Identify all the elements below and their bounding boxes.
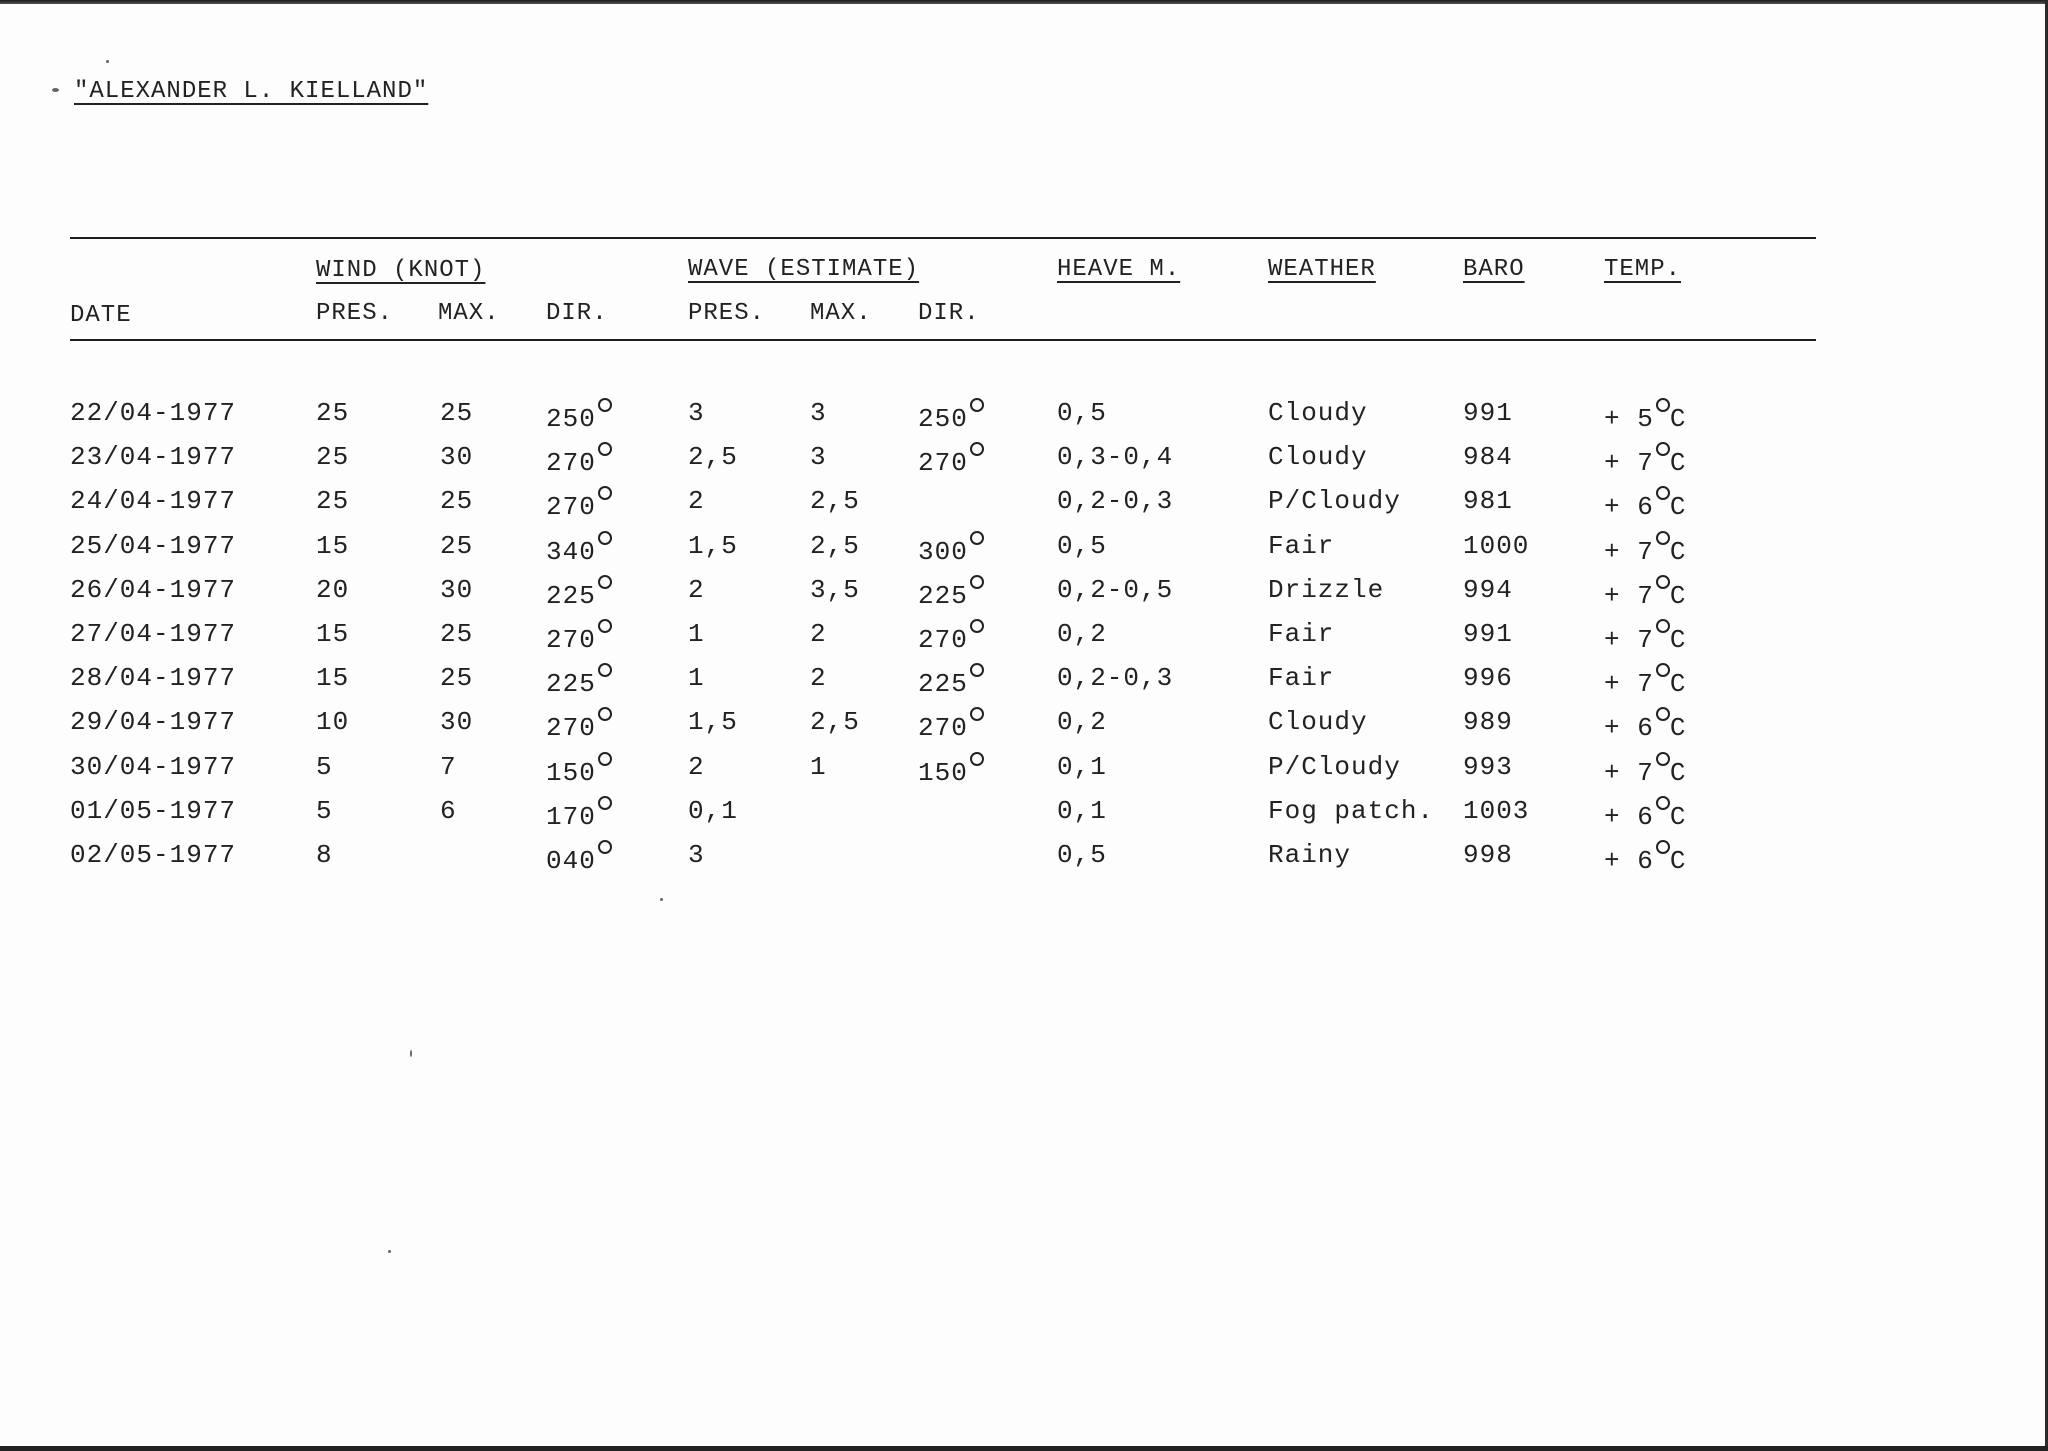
degree-symbol-icon [598, 663, 612, 677]
direction-value: 225 [546, 581, 596, 611]
header-wind-group: WIND (KNOT) [316, 257, 486, 284]
cell-wind-max: 25 [440, 398, 474, 428]
cell-wave-pres: 2 [688, 486, 705, 516]
degree-symbol-icon [1656, 531, 1670, 545]
cell-heave: 0,2-0,3 [1057, 486, 1174, 516]
header-wind-dir: DIR. [546, 300, 608, 327]
degree-symbol-icon [1656, 619, 1670, 633]
temp-sign: + [1604, 581, 1638, 611]
direction-value: 300 [918, 537, 968, 567]
cell-wind-dir [546, 575, 612, 611]
cell-wave-pres: 0,1 [688, 796, 738, 826]
cell-baro: 989 [1463, 707, 1513, 737]
header-wave-group: WAVE (ESTIMATE) [688, 256, 920, 283]
header-temp: TEMP. [1604, 256, 1682, 283]
header-wave-pres: PRES. [688, 300, 766, 327]
header-heave: HEAVE M. [1057, 256, 1181, 283]
cell-heave: 0,5 [1057, 531, 1107, 561]
degree-symbol-icon [970, 442, 984, 456]
cell-wind-pres: 8 [316, 840, 333, 870]
cell-wave-pres: 3 [688, 398, 705, 428]
temp-sign: + [1604, 492, 1638, 522]
cell-heave: 0,1 [1057, 752, 1107, 782]
cell-wind-dir [546, 752, 612, 788]
direction-value: 225 [918, 581, 968, 611]
cell-baro: 996 [1463, 663, 1513, 693]
degree-symbol-icon [970, 531, 984, 545]
cell-date: 26/04-1977 [70, 575, 237, 605]
table-header-rule [70, 339, 1816, 341]
ink-speck [52, 88, 59, 92]
cell-date: 25/04-1977 [70, 531, 237, 561]
temp-value: 6 [1637, 846, 1654, 876]
degree-symbol-icon [598, 575, 612, 589]
cell-temp [1604, 707, 1686, 743]
degree-symbol-icon [598, 398, 612, 412]
cell-baro: 991 [1463, 398, 1513, 428]
temp-unit: C [1669, 625, 1687, 655]
degree-symbol-icon [1656, 840, 1670, 854]
cell-baro: 994 [1463, 575, 1513, 605]
degree-symbol-icon [598, 796, 612, 810]
cell-date: 28/04-1977 [70, 663, 237, 693]
direction-value: 270 [918, 625, 968, 655]
temp-sign: + [1604, 758, 1638, 788]
header-wave-dir: DIR. [918, 300, 980, 327]
degree-symbol-icon [1656, 752, 1670, 766]
cell-wave-pres: 3 [688, 840, 705, 870]
cell-wind-dir [546, 707, 612, 743]
temp-value: 7 [1637, 448, 1654, 478]
degree-symbol-icon [598, 531, 612, 545]
cell-weather: Cloudy [1268, 398, 1368, 428]
cell-baro: 1000 [1463, 531, 1530, 561]
temp-unit: C [1669, 537, 1687, 567]
direction-value: 270 [546, 492, 596, 522]
temp-unit: C [1669, 448, 1687, 478]
direction-value: 340 [546, 537, 596, 567]
cell-wind-dir [546, 531, 612, 567]
cell-weather: Fog patch. [1268, 796, 1435, 826]
cell-baro: 998 [1463, 840, 1513, 870]
cell-wind-pres: 25 [316, 486, 350, 516]
cell-wind-max: 25 [440, 663, 474, 693]
degree-symbol-icon [1656, 398, 1670, 412]
ink-speck [660, 898, 663, 901]
table-top-rule [70, 237, 1816, 239]
direction-value: 150 [546, 758, 596, 788]
cell-wind-pres: 25 [316, 442, 350, 472]
cell-heave: 0,1 [1057, 796, 1107, 826]
cell-wave-max: 2,5 [810, 531, 860, 561]
cell-wave-max: 2 [810, 663, 827, 693]
degree-symbol-icon [970, 707, 984, 721]
page-top-edge [0, 0, 2048, 4]
cell-weather: Rainy [1268, 840, 1352, 870]
cell-wind-max: 30 [440, 707, 474, 737]
cell-wind-max: 25 [440, 619, 474, 649]
cell-baro: 993 [1463, 752, 1513, 782]
header-baro: BARO [1463, 256, 1525, 283]
direction-value: 225 [546, 669, 596, 699]
temp-value: 7 [1637, 581, 1654, 611]
cell-wind-dir [546, 796, 612, 832]
cell-baro: 984 [1463, 442, 1513, 472]
cell-temp [1604, 486, 1686, 522]
cell-wind-max: 30 [440, 575, 474, 605]
cell-temp [1604, 575, 1686, 611]
cell-wind-pres: 15 [316, 531, 350, 561]
temp-sign: + [1604, 625, 1638, 655]
cell-wave-pres: 1,5 [688, 707, 738, 737]
temp-value: 7 [1637, 669, 1654, 699]
cell-wind-max: 25 [440, 486, 474, 516]
cell-wave-dir [918, 531, 984, 567]
degree-symbol-icon [970, 619, 984, 633]
direction-value: 250 [546, 404, 596, 434]
cell-temp [1604, 663, 1686, 699]
direction-value: 040 [546, 846, 596, 876]
cell-wind-max: 6 [440, 796, 457, 826]
cell-date: 27/04-1977 [70, 619, 237, 649]
cell-wave-pres: 2 [688, 752, 705, 782]
cell-wave-max: 2,5 [810, 707, 860, 737]
cell-wave-dir [918, 619, 984, 655]
degree-symbol-icon [970, 663, 984, 677]
degree-symbol-icon [970, 575, 984, 589]
document-title: "ALEXANDER L. KIELLAND" [74, 78, 429, 105]
cell-weather: Fair [1268, 663, 1335, 693]
cell-wind-pres: 10 [316, 707, 350, 737]
cell-heave: 0,2 [1057, 619, 1107, 649]
cell-wave-pres: 1,5 [688, 531, 738, 561]
cell-wind-max: 7 [440, 752, 457, 782]
cell-baro: 981 [1463, 486, 1513, 516]
temp-unit: C [1669, 802, 1687, 832]
temp-unit: C [1669, 581, 1687, 611]
cell-date: 24/04-1977 [70, 486, 237, 516]
temp-unit: C [1669, 713, 1687, 743]
cell-wave-max: 2,5 [810, 486, 860, 516]
degree-symbol-icon [598, 707, 612, 721]
temp-sign: + [1604, 713, 1638, 743]
cell-date: 01/05-1977 [70, 796, 237, 826]
cell-heave: 0,5 [1057, 398, 1107, 428]
cell-weather: P/Cloudy [1268, 752, 1401, 782]
cell-temp [1604, 619, 1686, 655]
cell-weather: Cloudy [1268, 707, 1368, 737]
temp-value: 7 [1637, 625, 1654, 655]
cell-weather: Drizzle [1268, 575, 1385, 605]
degree-symbol-icon [1656, 486, 1670, 500]
temp-unit: C [1669, 846, 1687, 876]
ink-speck [410, 1050, 412, 1057]
temp-unit: C [1669, 758, 1687, 788]
cell-wave-pres: 1 [688, 663, 705, 693]
temp-value: 6 [1637, 713, 1654, 743]
degree-symbol-icon [970, 752, 984, 766]
header-wind-max: MAX. [438, 300, 500, 327]
cell-wave-max: 3 [810, 398, 827, 428]
ink-speck [388, 1250, 391, 1253]
ink-speck [106, 60, 109, 63]
cell-temp [1604, 442, 1686, 478]
cell-wave-pres: 2 [688, 575, 705, 605]
direction-value: 250 [918, 404, 968, 434]
temp-sign: + [1604, 448, 1638, 478]
degree-symbol-icon [598, 840, 612, 854]
cell-temp [1604, 398, 1686, 434]
degree-symbol-icon [598, 442, 612, 456]
degree-symbol-icon [598, 486, 612, 500]
cell-temp [1604, 796, 1686, 832]
cell-baro: 991 [1463, 619, 1513, 649]
cell-weather: Fair [1268, 531, 1335, 561]
temp-value: 5 [1637, 404, 1654, 434]
temp-value: 7 [1637, 758, 1654, 788]
temp-sign: + [1604, 802, 1638, 832]
cell-wave-dir [918, 442, 984, 478]
temp-sign: + [1604, 537, 1638, 567]
cell-weather: Fair [1268, 619, 1335, 649]
cell-heave: 0,2 [1057, 707, 1107, 737]
header-date: DATE [70, 302, 132, 329]
cell-wind-dir [546, 486, 612, 522]
direction-value: 270 [918, 713, 968, 743]
direction-value: 270 [546, 713, 596, 743]
header-wave-max: MAX. [810, 300, 872, 327]
degree-symbol-icon [970, 398, 984, 412]
cell-wave-max: 3 [810, 442, 827, 472]
cell-wave-pres: 2,5 [688, 442, 738, 472]
direction-value: 270 [546, 625, 596, 655]
degree-symbol-icon [1656, 707, 1670, 721]
cell-wave-dir [918, 575, 984, 611]
cell-heave: 0,2-0,3 [1057, 663, 1174, 693]
cell-wind-dir [546, 442, 612, 478]
cell-wind-max: 25 [440, 531, 474, 561]
direction-value: 170 [546, 802, 596, 832]
cell-wave-pres: 1 [688, 619, 705, 649]
header-wind-pres: PRES. [316, 300, 394, 327]
cell-temp [1604, 840, 1686, 876]
cell-wind-pres: 5 [316, 752, 333, 782]
cell-wind-pres: 15 [316, 663, 350, 693]
cell-wind-pres: 20 [316, 575, 350, 605]
direction-value: 270 [918, 448, 968, 478]
degree-symbol-icon [1656, 442, 1670, 456]
cell-wave-dir [918, 398, 984, 434]
cell-wind-pres: 5 [316, 796, 333, 826]
cell-wind-pres: 25 [316, 398, 350, 428]
cell-wind-max: 30 [440, 442, 474, 472]
cell-wind-dir [546, 663, 612, 699]
page-bottom-edge [0, 1446, 2048, 1451]
cell-wind-dir [546, 398, 612, 434]
temp-unit: C [1669, 669, 1687, 699]
cell-wave-dir [918, 663, 984, 699]
cell-wind-pres: 15 [316, 619, 350, 649]
cell-wind-dir [546, 619, 612, 655]
cell-date: 22/04-1977 [70, 398, 237, 428]
cell-wind-dir [546, 840, 612, 876]
temp-value: 7 [1637, 537, 1654, 567]
temp-value: 6 [1637, 492, 1654, 522]
direction-value: 150 [918, 758, 968, 788]
degree-symbol-icon [1656, 796, 1670, 810]
temp-unit: C [1669, 404, 1687, 434]
direction-value: 270 [546, 448, 596, 478]
cell-weather: P/Cloudy [1268, 486, 1401, 516]
header-weather: WEATHER [1268, 256, 1376, 283]
direction-value: 225 [918, 669, 968, 699]
temp-sign: + [1604, 669, 1638, 699]
cell-date: 30/04-1977 [70, 752, 237, 782]
degree-symbol-icon [1656, 575, 1670, 589]
cell-temp [1604, 531, 1686, 567]
cell-wave-max: 1 [810, 752, 827, 782]
cell-weather: Cloudy [1268, 442, 1368, 472]
cell-heave: 0,3-0,4 [1057, 442, 1174, 472]
cell-heave: 0,5 [1057, 840, 1107, 870]
temp-value: 6 [1637, 802, 1654, 832]
cell-wave-max: 3,5 [810, 575, 860, 605]
cell-date: 29/04-1977 [70, 707, 237, 737]
cell-baro: 1003 [1463, 796, 1530, 826]
cell-wave-dir [918, 707, 984, 743]
temp-sign: + [1604, 846, 1638, 876]
temp-sign: + [1604, 404, 1638, 434]
degree-symbol-icon [598, 752, 612, 766]
cell-temp [1604, 752, 1686, 788]
degree-symbol-icon [598, 619, 612, 633]
cell-date: 23/04-1977 [70, 442, 237, 472]
cell-date: 02/05-1977 [70, 840, 237, 870]
cell-wave-dir [918, 752, 984, 788]
cell-heave: 0,2-0,5 [1057, 575, 1174, 605]
degree-symbol-icon [1656, 663, 1670, 677]
cell-wave-max: 2 [810, 619, 827, 649]
temp-unit: C [1669, 492, 1687, 522]
